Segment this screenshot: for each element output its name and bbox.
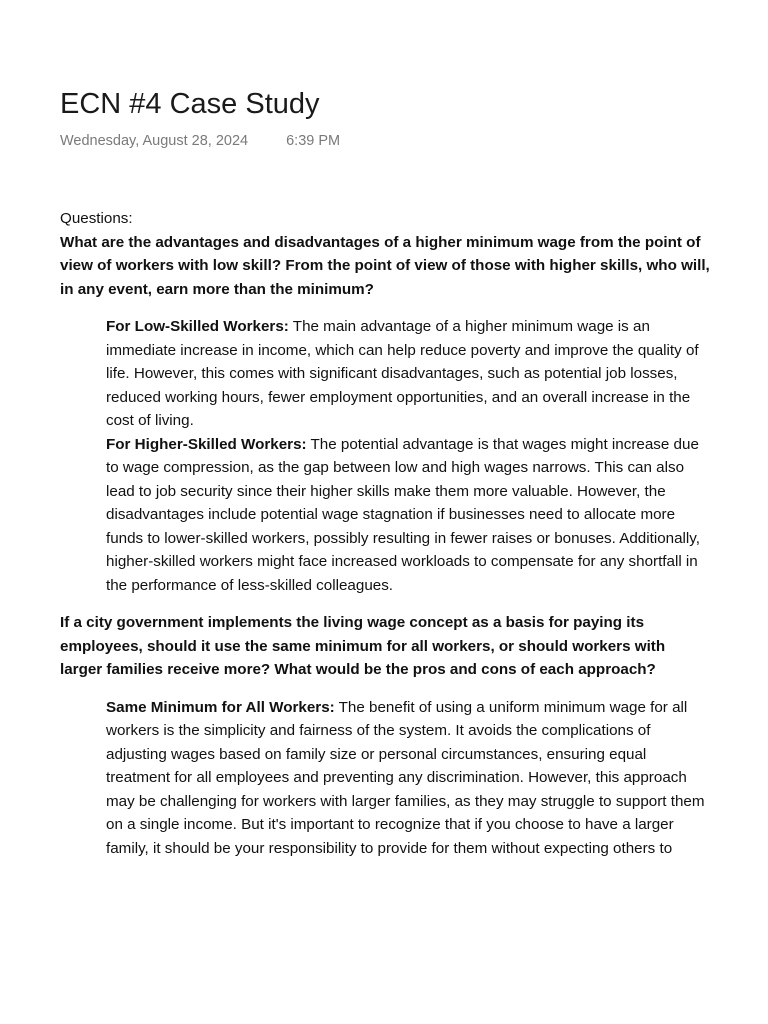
answer-same-minimum-text: The benefit of using a uniform minimum wage for all workers is the simplicity and fairness of the system. It avoids the complications of adjusting wages based on family size or personal circumstances, ensuring equal treatment for all employees and preventing any discrimination. However, this approach may be challenging for workers with larger families, as they may struggle to support them on a single income. But it's important to recognize that if you choose to have a larger family, it should be your responsibility to provide for them without expecting others to xyxy=(106,698,705,857)
answer-low-skilled xyxy=(60,315,710,433)
answer-higher-skilled-lead: For Higher-Skilled Workers: xyxy=(106,435,307,453)
answer-low-skilled-lead: For Low-Skilled Workers: xyxy=(106,318,289,335)
answer-higher-skilled-text: The potential advantage is that wages might increase due to wage compression, as the gap between low and high wages narrows. This can also lead to job security since their higher skills make them more valuable. However, the disadvantages include potential wage stagnation if businesses need to allocate more funds to lower-skilled workers, possibly resulting in fewer raises or bonuses. Additionally, higher-skilled workers might face increased workloads to compensate for any shortfall in the performance of less-skilled colleagues. xyxy=(106,435,700,594)
page-date: Wednesday, August 28, 2024 xyxy=(60,133,249,149)
page-title: ECN #4 Case Study xyxy=(60,88,320,120)
page-time: 6:39 PM xyxy=(286,133,341,149)
note-body xyxy=(60,207,710,860)
questions-label: Questions: xyxy=(60,210,133,227)
page-metadata xyxy=(60,131,340,151)
question-2: If a city government implements the living wage concept as a basis for paying its employees, should it use the same minimum for all workers, or should workers with larger families receive more? What would be the pros and cons of each approach? xyxy=(60,614,666,678)
answer-higher-skilled xyxy=(60,433,710,598)
answer-same-minimum-lead: Same Minimum for All Workers: xyxy=(106,698,335,716)
answer-same-minimum xyxy=(60,696,710,861)
answer-low-skilled-text: The main advantage of a higher minimum wage is an immediate increase in income, which can help reduce poverty and improve the quality of life. However, this comes with significant disadvantages, such as potential job losses, reduced working hours, fewer employment opportunities, and an overall increase in the cost of living. xyxy=(106,318,699,429)
question-1: What are the advantages and disadvantages of a higher minimum wage from the point of view of workers with low skill? From the point of view of those with higher skills, who will, in any event, earn more than the minimum? xyxy=(60,233,710,298)
